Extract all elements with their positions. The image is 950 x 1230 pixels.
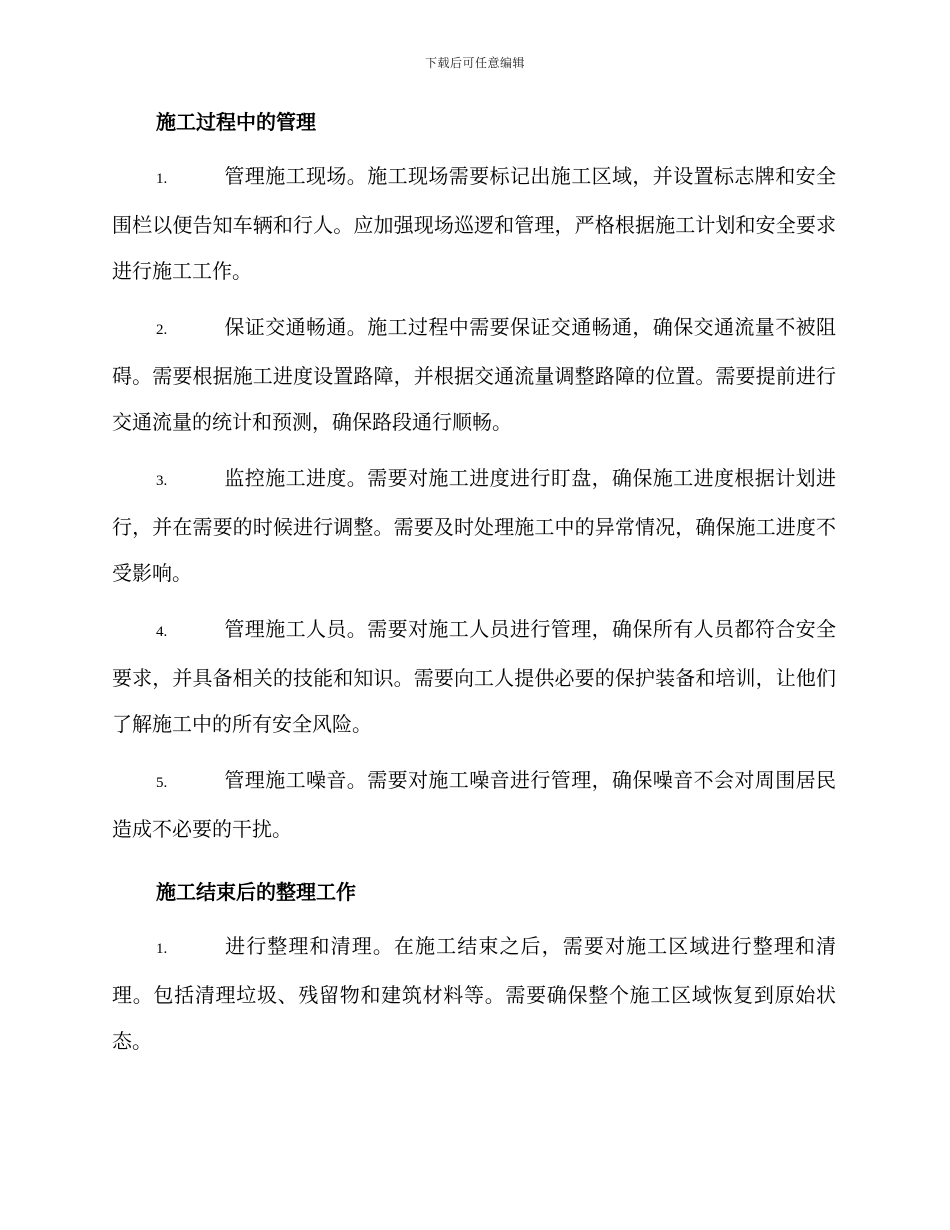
list-item <box>112 153 836 294</box>
document-body <box>112 108 836 1074</box>
list-item-text: 管理施工噪音。需要对施工噪音进行管理，确保噪音不会对周围居民造成不必要的干扰。 <box>112 768 836 841</box>
list-item-number: 2. <box>156 322 168 338</box>
list-item <box>112 923 836 1064</box>
list-item <box>112 757 836 852</box>
page-header-watermark: 下载后可任意编辑 <box>424 56 525 70</box>
list-item-number: 4. <box>156 624 168 640</box>
list-item-text: 保证交通畅通。施工过程中需要保证交通畅通，确保交通流量不被阻碍。需要根据施工进度设置路障，并根据交通流量调整路障的位置。需要提前进行交通流量的统计和预测，确保路段通行顺畅。 <box>112 315 836 434</box>
list-item-number: 3. <box>156 473 168 489</box>
section-title: 施工结束后的整理工作 <box>156 880 356 904</box>
list-item-text: 管理施工人员。需要对施工人员进行管理，确保所有人员都符合安全要求，并具备相关的技能和知识。需要向工人提供必要的保护装备和培训，让他们了解施工中的所有安全风险。 <box>112 617 836 736</box>
list-item-number: 5. <box>156 775 168 791</box>
list-item-number: 1. <box>156 941 168 957</box>
list-item <box>112 304 836 445</box>
list-item-text: 管理施工现场。施工现场需要标记出施工区域，并设置标志牌和安全围栏以便告知车辆和行人。应加强现场巡逻和管理，严格根据施工计划和安全要求进行施工工作。 <box>112 164 836 283</box>
list-item-text: 进行整理和清理。在施工结束之后，需要对施工区域进行整理和清理。包括清理垃圾、残留物和建筑材料等。需要确保整个施工区域恢复到原始状态。 <box>112 934 836 1053</box>
list-item-text: 监控施工进度。需要对施工进度进行盯盘，确保施工进度根据计划进行，并在需要的时候进行调整。需要及时处理施工中的异常情况，确保施工进度不受影响。 <box>112 466 836 585</box>
section-title: 施工过程中的管理 <box>156 110 316 134</box>
list-item <box>112 606 836 747</box>
list-item-number: 1. <box>156 171 168 187</box>
list-item <box>112 455 836 596</box>
